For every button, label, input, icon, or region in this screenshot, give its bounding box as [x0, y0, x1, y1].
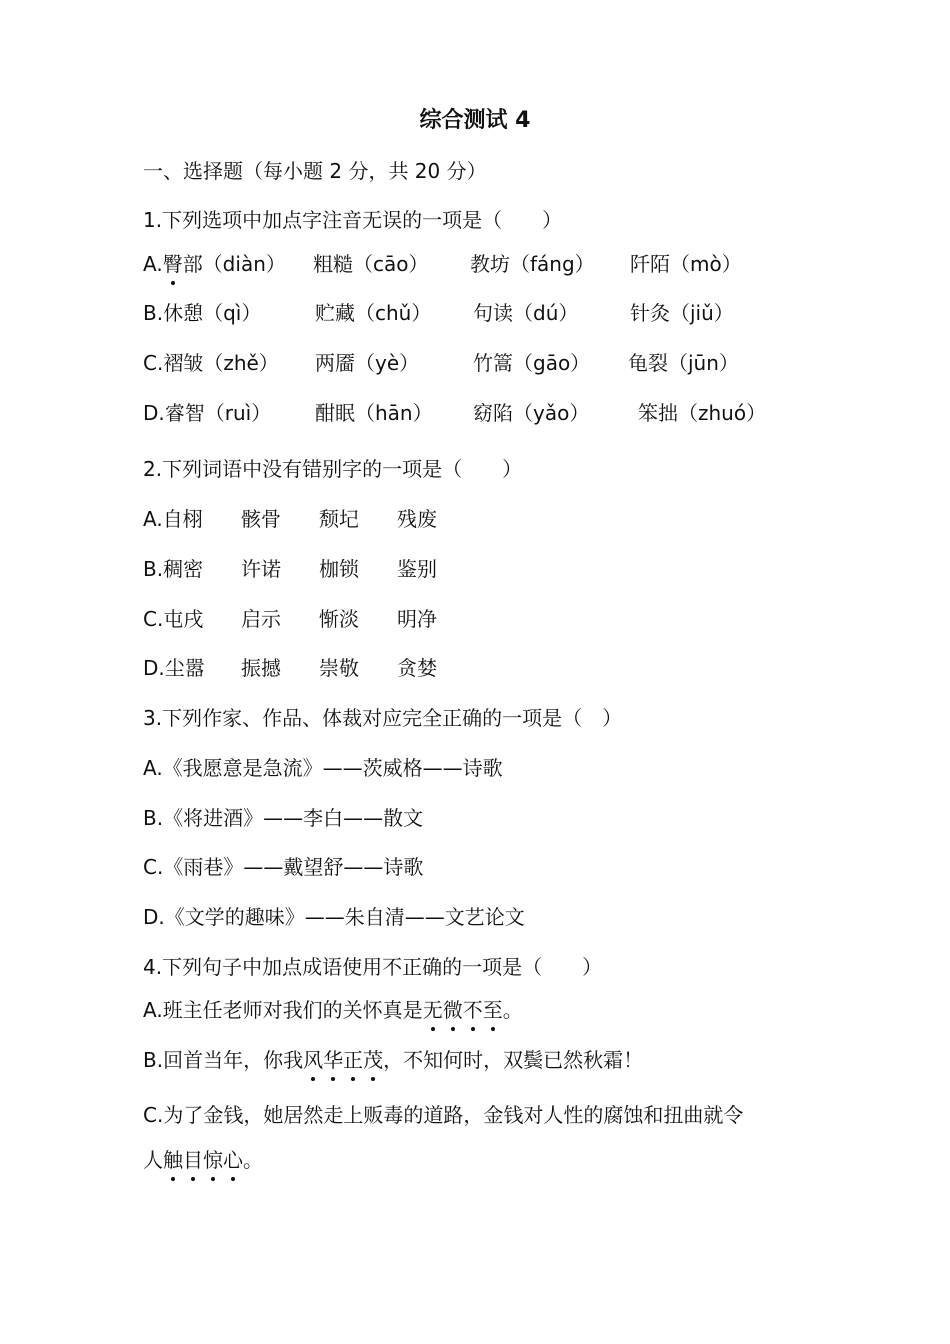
q2-option-b-3: 枷锁 — [319, 557, 359, 581]
emphasis-dot-char: 臀 — [163, 249, 183, 279]
q1-option-b-4: 针灸（jiǔ） — [630, 301, 734, 325]
q1-option-d-3: 窈陷（yǎo） — [473, 401, 590, 425]
q4-option-c-line2: 人触目惊心。 — [143, 1145, 263, 1175]
emphasis-dot-char: 触 — [163, 1145, 183, 1175]
question-2-stem: 2.下列词语中没有错别字的一项是（ ） — [143, 457, 523, 481]
q1-option-b-3: 句读（dú） — [473, 301, 579, 325]
q1-option-c-2: 两靥（yè） — [315, 351, 420, 375]
emphasis-dot-char: 不 — [463, 995, 483, 1025]
q1-option-d-1: D.睿智（ruì） — [143, 401, 272, 425]
q2-option-c-3: 惭淡 — [319, 607, 359, 631]
emphasis-dot-char: 心 — [223, 1145, 243, 1175]
q2-option-a-3: 颓圮 — [319, 507, 359, 531]
q2-option-d-4: 贪婪 — [397, 656, 437, 680]
q1-option-d-2: 酣眠（hān） — [315, 401, 433, 425]
emphasized-idiom — [163, 1148, 243, 1172]
q2-option-b-1: B.稠密 — [143, 557, 204, 581]
q3-option-d: D.《文学的趣味》——朱自清——文艺论文 — [143, 905, 525, 929]
q2-option-c-4: 明净 — [397, 607, 437, 631]
q4-option-c-line1: C.为了金钱，她居然走上贩毒的道路，金钱对人性的腐蚀和扭曲就令 — [143, 1103, 744, 1127]
emphasis-dot-char: 正 — [343, 1045, 363, 1075]
emphasis-dot-char: 无 — [423, 995, 443, 1025]
q1-option-b-2: 贮藏（chǔ） — [315, 301, 432, 325]
emphasis-dot-char: 惊 — [203, 1145, 223, 1175]
q2-option-c-2: 启示 — [241, 607, 281, 631]
question-1-stem: 1.下列选项中加点字注音无误的一项是（ ） — [143, 208, 563, 232]
q1-option-a-2: 粗糙（cāo） — [313, 252, 429, 276]
emphasized-idiom — [303, 1048, 383, 1072]
q4-option-a: A.班主任老师对我们的关怀真是无微不至。 — [143, 995, 523, 1025]
q3-option-a: A.《我愿意是急流》——茨威格——诗歌 — [143, 756, 503, 780]
q2-option-a-2: 骸骨 — [241, 507, 281, 531]
emphasized-idiom — [423, 998, 503, 1022]
q2-option-a-4: 残废 — [397, 507, 437, 531]
question-4-stem: 4.下列句子中加点成语使用不正确的一项是（ ） — [143, 955, 603, 979]
section-heading: 一、选择题（每小题 2 分，共 20 分） — [143, 159, 487, 183]
q2-option-d-1: D.尘嚣 — [143, 656, 205, 680]
q2-option-c-1: C.屯戌 — [143, 607, 204, 631]
q1-option-c-4: 龟裂（jūn） — [628, 351, 739, 375]
page-title: 综合测试 4 — [419, 108, 531, 133]
q1-option-a-3: 教坊（fáng） — [470, 252, 595, 276]
q1-option-c-3: 竹篙（gāo） — [473, 351, 591, 375]
q4-option-b: B.回首当年，你我风华正茂，不知何时，双鬓已然秋霜！ — [143, 1045, 643, 1075]
q1-option-c-1: C.褶皱（zhě） — [143, 351, 279, 375]
emphasis-dot-char: 目 — [183, 1145, 203, 1175]
q2-option-a-1: A.自栩 — [143, 507, 203, 531]
q1-option-a-1: A.臀部（diàn） — [143, 249, 286, 279]
emphasis-dot-char: 至 — [483, 995, 503, 1025]
question-3-stem: 3.下列作家、作品、体裁对应完全正确的一项是（ ） — [143, 706, 623, 730]
q1-option-d-4: 笨拙（zhuó） — [638, 401, 767, 425]
q2-option-b-4: 鉴别 — [397, 557, 437, 581]
emphasis-dot-char: 茂 — [363, 1045, 383, 1075]
q1-option-a-4: 阡陌（mò） — [630, 252, 742, 276]
q1-option-b-1: B.休憩（qì） — [143, 301, 262, 325]
emphasis-dot-char: 风 — [303, 1045, 323, 1075]
q2-option-d-2: 振撼 — [241, 656, 281, 680]
emphasis-dot-char: 华 — [323, 1045, 343, 1075]
q2-option-b-2: 许诺 — [241, 557, 281, 581]
emphasis-dot-char: 微 — [443, 995, 463, 1025]
q2-option-d-3: 崇敬 — [319, 656, 359, 680]
q3-option-b: B.《将进酒》——李白——散文 — [143, 806, 424, 830]
q3-option-c: C.《雨巷》——戴望舒——诗歌 — [143, 855, 424, 879]
